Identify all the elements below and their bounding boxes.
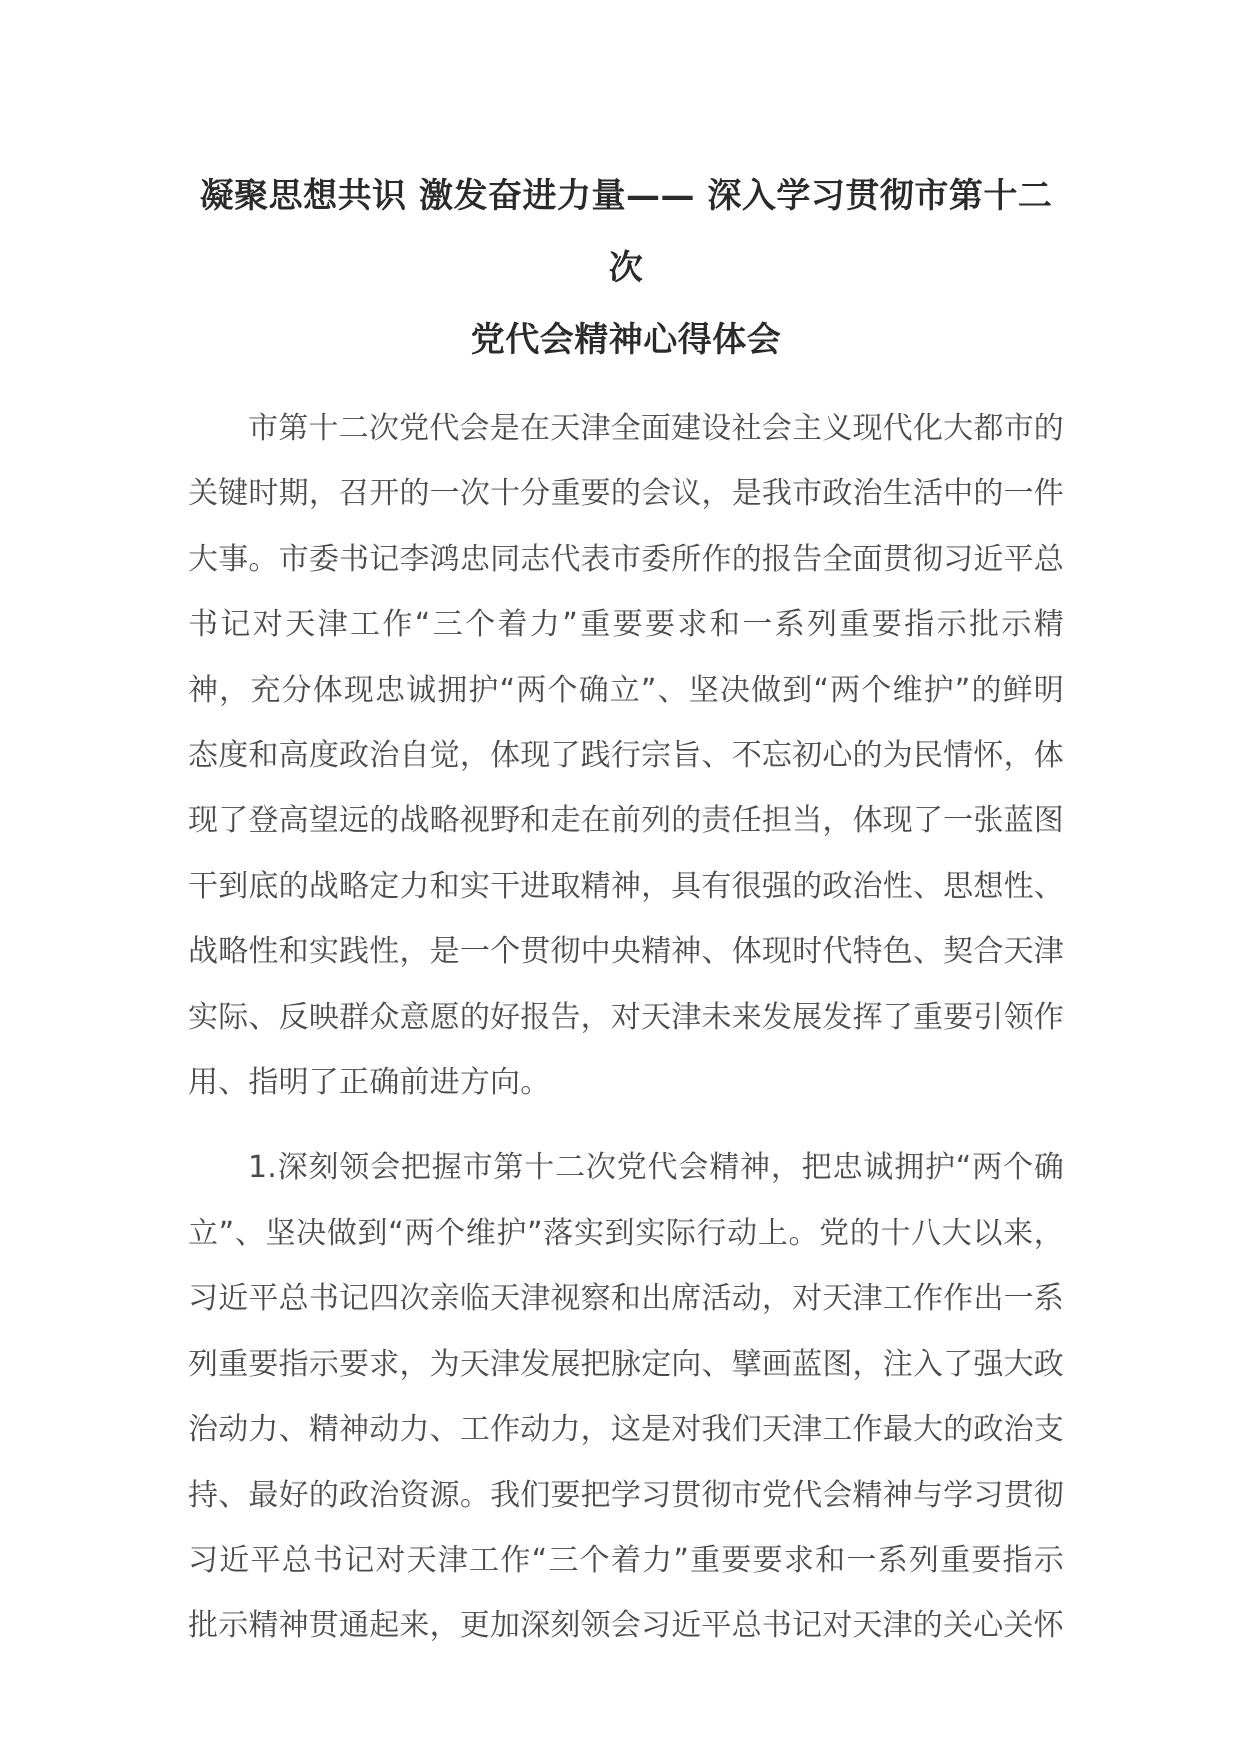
document-title: [188, 160, 1064, 376]
paragraph-intro: 市第十二次党代会是在天津全面建设社会主义现代化大都市的关键时期，召开的一次十分重要的会议，是我市政治生活中的一件大事。市委书记李鸿忠同志代表市委所作的报告全面贯彻习近平总书记对天津工作“三个着力”重要要求和一系列重要指示批示精神，充分体现忠诚拥护“两个确立”、坚决做到“两个维护”的鲜明态度和高度政治自觉，体现了践行宗旨、不忘初心的为民情怀，体现了登高望远的战略视野和走在前列的责任担当，体现了一张蓝图干到底的战略定力和实干进取精神，具有很强的政治性、思想性、战略性和实践性，是一个贯彻中央精神、体现时代特色、契合天津实际、反映群众意愿的好报告，对天津未来发展发挥了重要引领作用、指明了正确前进方向。: [188, 411, 1064, 1101]
paragraph-point-1: 1.深刻领会把握市第十二次党代会精神，把忠诚拥护“两个确立”、坚决做到“两个维护”落实到实际行动上。党的十八大以来，习近平总书记四次亲临天津视察和出席活动，对天津工作作出一系列重要指示要求，为天津发展把脉定向、擘画蓝图，注入了强大政治动力、精神动力、工作动力，这是对我们天津工作最大的政治支持、最好的政治资源。我们要把学习贯彻市党代会精神与学习贯彻习近平总书记对天津工作“三个着力”重要要求和一系列重要指示批示精神贯通起来，更加深刻领会习近平总书记对天津的关心关怀: [188, 1150, 1064, 1644]
document-page: [188, 160, 1064, 1659]
title-line-1: 凝聚思想共识 激发奋进力量—— 深入学习贯彻市第十二次: [199, 176, 1053, 288]
title-line-2: 党代会精神心得体会: [470, 320, 782, 360]
